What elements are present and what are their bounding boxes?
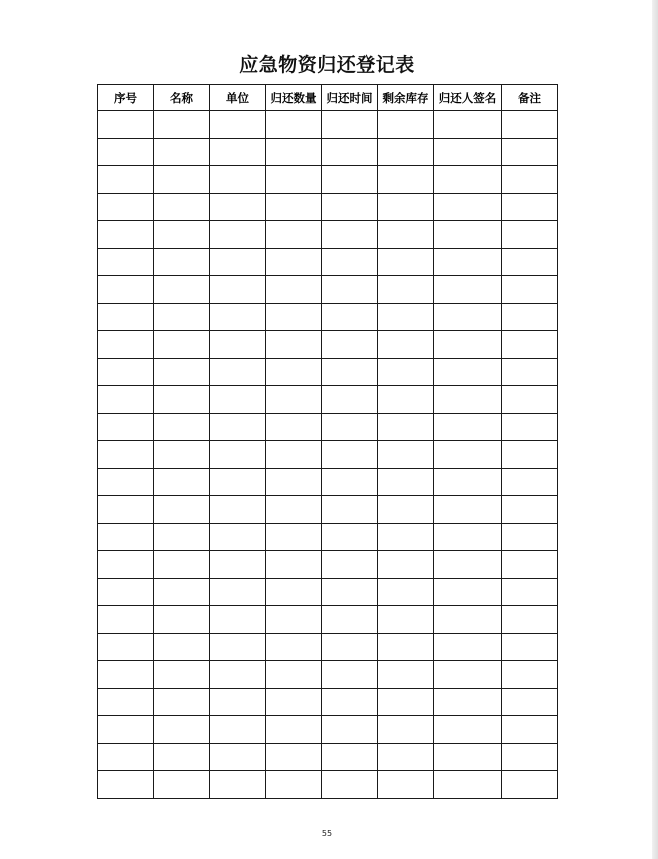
table-cell[interactable] [502,661,558,689]
column-header-remarks: 备注 [502,85,558,111]
table-cell[interactable] [434,386,502,414]
table-cell[interactable] [210,386,266,414]
table-cell[interactable] [98,441,154,469]
table-cell[interactable] [322,496,378,524]
table-cell[interactable] [378,193,434,221]
table-cell[interactable] [502,441,558,469]
table-cell[interactable] [434,716,502,744]
column-header-name: 名称 [154,85,210,111]
table-row [98,606,558,634]
table-cell[interactable] [210,193,266,221]
table-cell[interactable] [502,138,558,166]
table-cell[interactable] [210,248,266,276]
table-cell[interactable] [266,166,322,194]
table-cell[interactable] [154,193,210,221]
table-cell[interactable] [266,496,322,524]
table-row [98,276,558,304]
table-cell[interactable] [210,413,266,441]
table-cell[interactable] [502,523,558,551]
table-cell[interactable] [98,523,154,551]
table-cell[interactable] [502,688,558,716]
table-cell[interactable] [210,441,266,469]
table-cell[interactable] [322,661,378,689]
table-cell[interactable] [154,606,210,634]
table-cell[interactable] [378,331,434,359]
table-cell[interactable] [322,633,378,661]
table-cell[interactable] [210,688,266,716]
table-cell[interactable] [322,138,378,166]
table-cell[interactable] [154,221,210,249]
table-row [98,551,558,579]
table-cell[interactable] [98,661,154,689]
table-row [98,248,558,276]
table-cell[interactable] [154,578,210,606]
table-row [98,716,558,744]
table-cell[interactable] [266,413,322,441]
table-cell[interactable] [98,633,154,661]
table-cell[interactable] [434,248,502,276]
table-cell[interactable] [502,111,558,139]
table-cell[interactable] [266,743,322,771]
table-cell[interactable] [434,138,502,166]
table-cell[interactable] [210,166,266,194]
table-cell[interactable] [322,111,378,139]
table-cell[interactable] [210,661,266,689]
table-row [98,468,558,496]
table-cell[interactable] [210,496,266,524]
table-cell[interactable] [378,578,434,606]
table-cell[interactable] [98,606,154,634]
table-cell[interactable] [322,386,378,414]
table-cell[interactable] [154,661,210,689]
table-cell[interactable] [434,496,502,524]
table-cell[interactable] [322,688,378,716]
table-cell[interactable] [266,771,322,799]
table-cell[interactable] [266,386,322,414]
table-row [98,331,558,359]
table-cell[interactable] [322,166,378,194]
table-cell[interactable] [434,606,502,634]
table-cell[interactable] [266,716,322,744]
table-cell[interactable] [378,441,434,469]
table-cell[interactable] [502,771,558,799]
table-cell[interactable] [210,138,266,166]
table-cell[interactable] [378,661,434,689]
table-cell[interactable] [502,221,558,249]
table-cell[interactable] [502,358,558,386]
table-cell[interactable] [98,688,154,716]
table-cell[interactable] [98,111,154,139]
table-cell[interactable] [378,523,434,551]
table-cell[interactable] [434,111,502,139]
table-cell[interactable] [154,716,210,744]
table-cell[interactable] [434,331,502,359]
table-cell[interactable] [266,111,322,139]
table-cell[interactable] [434,303,502,331]
table-cell[interactable] [266,303,322,331]
table-cell[interactable] [266,468,322,496]
table-cell[interactable] [210,331,266,359]
table-cell[interactable] [322,358,378,386]
table-row [98,193,558,221]
table-row [98,111,558,139]
table-cell[interactable] [266,331,322,359]
table-cell[interactable] [502,606,558,634]
table-cell[interactable] [378,633,434,661]
table-cell[interactable] [322,551,378,579]
table-cell[interactable] [378,413,434,441]
column-header-index: 序号 [98,85,154,111]
column-header-unit: 单位 [210,85,266,111]
table-cell[interactable] [378,743,434,771]
table-cell[interactable] [322,413,378,441]
table-cell[interactable] [98,248,154,276]
table-cell[interactable] [266,221,322,249]
table-cell[interactable] [154,413,210,441]
table-row [98,386,558,414]
table-row [98,413,558,441]
table-cell[interactable] [154,551,210,579]
table-cell[interactable] [434,551,502,579]
table-cell[interactable] [266,606,322,634]
table-cell[interactable] [378,276,434,304]
table-cell[interactable] [98,331,154,359]
table-cell[interactable] [378,551,434,579]
table-cell[interactable] [154,386,210,414]
table-cell[interactable] [98,496,154,524]
table-cell[interactable] [210,303,266,331]
table-cell[interactable] [434,661,502,689]
table-cell[interactable] [98,166,154,194]
table-cell[interactable] [154,688,210,716]
table-cell[interactable] [98,303,154,331]
table-row [98,578,558,606]
table-cell[interactable] [154,331,210,359]
table-cell[interactable] [322,523,378,551]
table-cell[interactable] [502,386,558,414]
table-cell[interactable] [98,193,154,221]
table-cell[interactable] [502,276,558,304]
table-cell[interactable] [434,276,502,304]
table-cell[interactable] [502,743,558,771]
page-title: 应急物资归还登记表 [239,54,415,76]
table-cell[interactable] [98,358,154,386]
table-cell[interactable] [210,111,266,139]
column-header-return-quantity: 归还数量 [266,85,322,111]
table-cell[interactable] [434,166,502,194]
table-cell[interactable] [434,441,502,469]
return-register-table [97,84,558,799]
table-cell[interactable] [378,166,434,194]
table-cell[interactable] [266,248,322,276]
table-cell[interactable] [434,771,502,799]
table-cell[interactable] [154,523,210,551]
table-cell[interactable] [502,716,558,744]
table-cell[interactable] [266,688,322,716]
table-cell[interactable] [378,716,434,744]
table-cell[interactable] [434,523,502,551]
table-cell[interactable] [210,771,266,799]
table-cell[interactable] [210,276,266,304]
table-header-row [98,85,558,111]
table-cell[interactable] [154,248,210,276]
table-cell[interactable] [98,578,154,606]
table-row [98,166,558,194]
table-cell[interactable] [502,413,558,441]
table-cell[interactable] [378,496,434,524]
column-header-returner-signature: 归还人签名 [434,85,502,111]
table-row [98,496,558,524]
table-row [98,303,558,331]
table-cell[interactable] [210,716,266,744]
table-cell[interactable] [378,138,434,166]
table-cell[interactable] [266,551,322,579]
table-cell[interactable] [98,468,154,496]
table-row [98,221,558,249]
table-cell[interactable] [322,276,378,304]
table-cell[interactable] [154,358,210,386]
table-cell[interactable] [378,221,434,249]
table-cell[interactable] [210,468,266,496]
table-cell[interactable] [322,743,378,771]
table-body [98,111,558,799]
table-cell[interactable] [154,166,210,194]
table-cell[interactable] [378,248,434,276]
table-cell[interactable] [266,661,322,689]
table-cell[interactable] [502,633,558,661]
table-cell[interactable] [154,496,210,524]
table-cell[interactable] [434,221,502,249]
table-cell[interactable] [154,468,210,496]
table-row [98,633,558,661]
table-cell[interactable] [322,578,378,606]
table-cell[interactable] [502,578,558,606]
table-cell[interactable] [502,496,558,524]
table-cell[interactable] [98,716,154,744]
table-cell[interactable] [210,358,266,386]
table-cell[interactable] [434,413,502,441]
table-cell[interactable] [434,193,502,221]
table-cell[interactable] [210,523,266,551]
table-row [98,441,558,469]
table-cell[interactable] [378,468,434,496]
table-row [98,523,558,551]
table-cell[interactable] [266,441,322,469]
table-cell[interactable] [434,633,502,661]
table-cell[interactable] [266,633,322,661]
table-row [98,661,558,689]
column-header-remaining-stock: 剩余库存 [378,85,434,111]
table-cell[interactable] [322,716,378,744]
table-cell[interactable] [210,633,266,661]
table-cell[interactable] [378,386,434,414]
table-cell[interactable] [322,606,378,634]
table-cell[interactable] [154,276,210,304]
table-cell[interactable] [378,606,434,634]
table-cell[interactable] [154,771,210,799]
table-cell[interactable] [154,743,210,771]
table-cell[interactable] [434,468,502,496]
table-cell[interactable] [434,743,502,771]
table-cell[interactable] [266,358,322,386]
table-cell[interactable] [322,468,378,496]
table-cell[interactable] [210,551,266,579]
table-cell[interactable] [210,606,266,634]
table-cell[interactable] [98,551,154,579]
table-cell[interactable] [378,771,434,799]
table-cell[interactable] [502,551,558,579]
table-row [98,138,558,166]
table-row [98,688,558,716]
table-cell[interactable] [98,138,154,166]
table-row [98,771,558,799]
table-cell[interactable] [266,276,322,304]
table-cell[interactable] [98,276,154,304]
table-cell[interactable] [502,193,558,221]
table-cell[interactable] [502,331,558,359]
table-cell[interactable] [98,221,154,249]
table-cell[interactable] [502,303,558,331]
table-cell[interactable] [98,771,154,799]
table-row [98,743,558,771]
table-cell[interactable] [210,743,266,771]
column-header-return-time: 归还时间 [322,85,378,111]
table-cell[interactable] [98,743,154,771]
table-cell[interactable] [154,303,210,331]
table-cell[interactable] [502,166,558,194]
table-cell[interactable] [154,441,210,469]
table-cell[interactable] [266,578,322,606]
table-cell[interactable] [322,221,378,249]
table-cell[interactable] [322,331,378,359]
table-cell[interactable] [154,111,210,139]
table-cell[interactable] [266,523,322,551]
table-cell[interactable] [154,138,210,166]
table-cell[interactable] [322,771,378,799]
page-number: 55 [321,829,333,838]
table-cell[interactable] [434,688,502,716]
table-cell[interactable] [502,248,558,276]
table-cell[interactable] [378,111,434,139]
table-cell[interactable] [434,358,502,386]
page-edge-shadow [652,0,658,859]
table-cell[interactable] [322,441,378,469]
table-cell[interactable] [378,303,434,331]
table-cell[interactable] [378,358,434,386]
table-cell[interactable] [266,138,322,166]
table-cell[interactable] [434,578,502,606]
table-cell[interactable] [322,248,378,276]
table-cell[interactable] [98,386,154,414]
table-cell[interactable] [502,468,558,496]
table-cell[interactable] [322,193,378,221]
table-cell[interactable] [210,578,266,606]
table-cell[interactable] [154,633,210,661]
table-cell[interactable] [322,303,378,331]
table-cell[interactable] [266,193,322,221]
table-cell[interactable] [210,221,266,249]
table-cell[interactable] [378,688,434,716]
table-row [98,358,558,386]
table-cell[interactable] [98,413,154,441]
